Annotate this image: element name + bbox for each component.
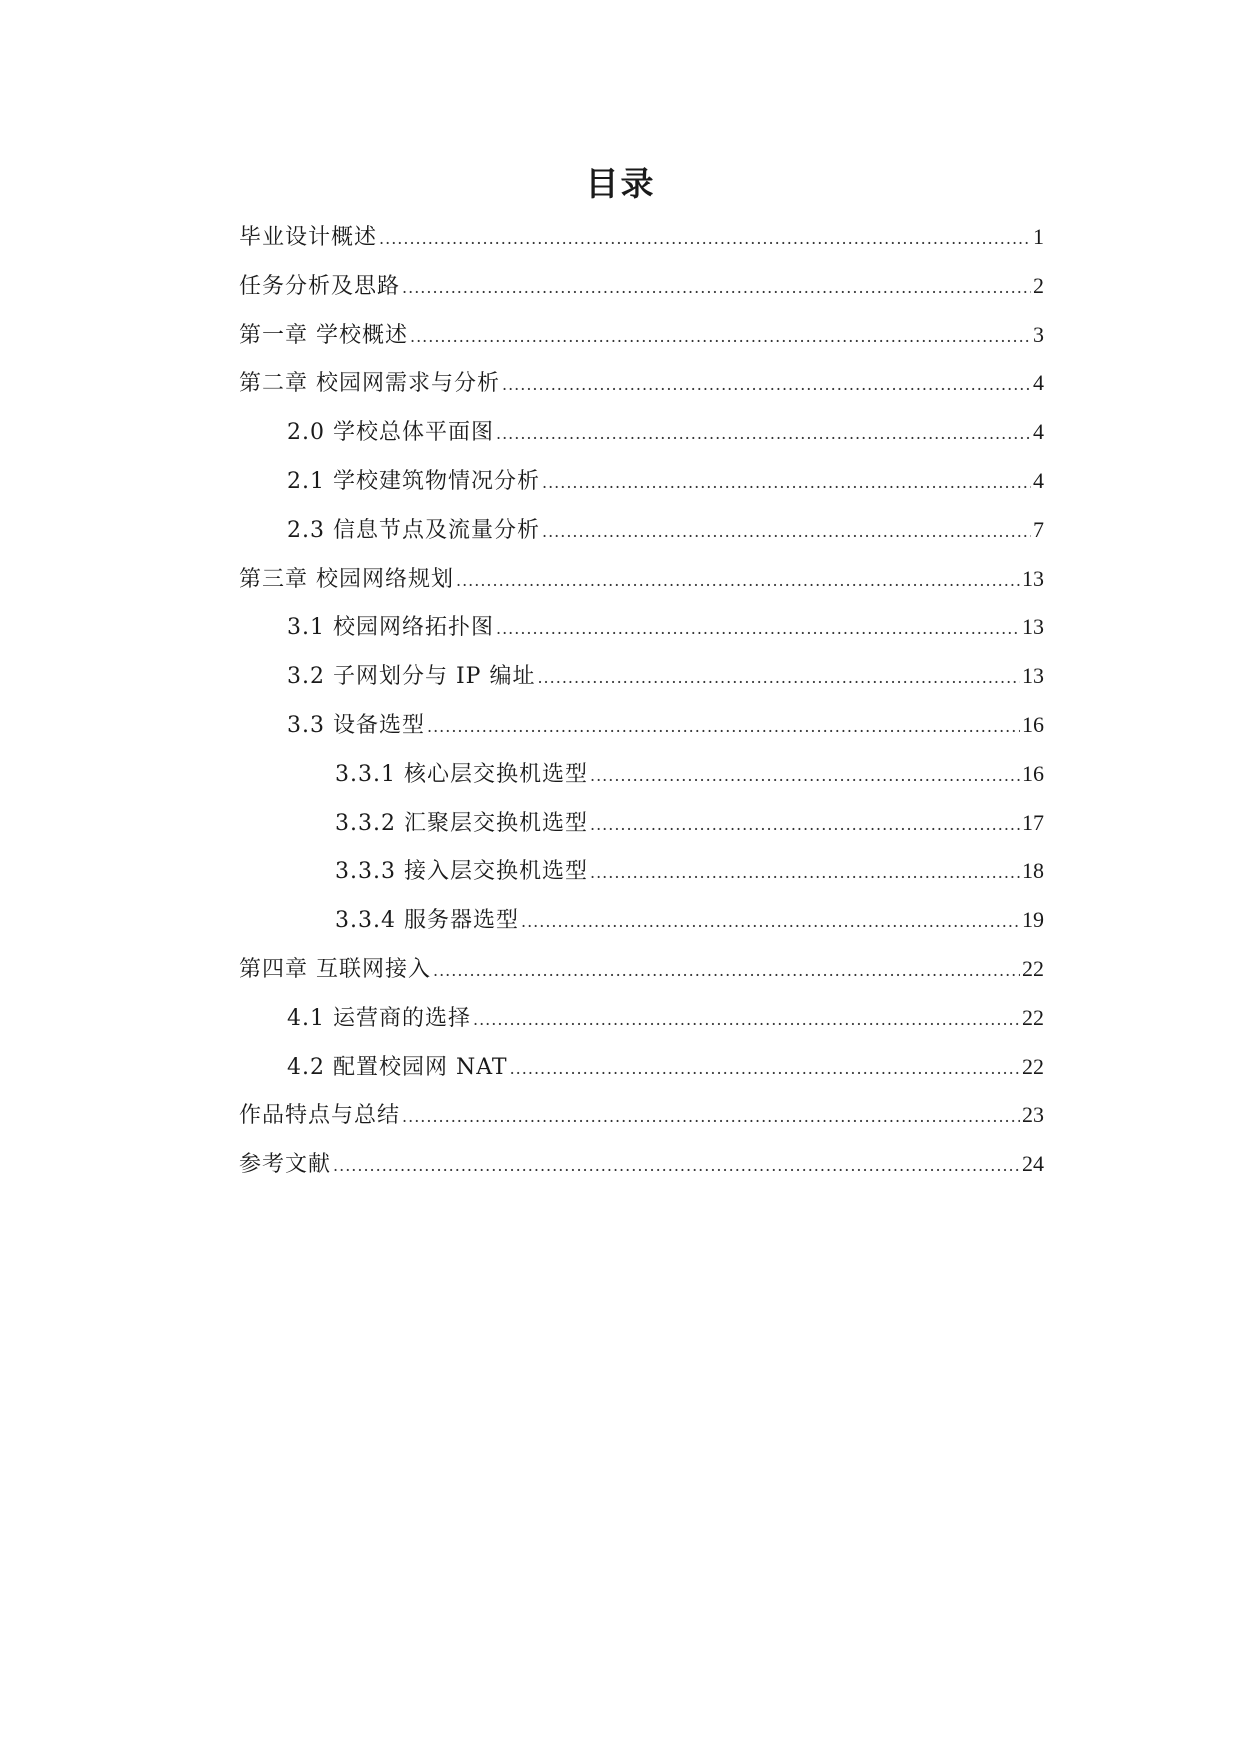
toc-entry-page-number: 23 bbox=[1022, 1102, 1044, 1128]
toc-entry[interactable] bbox=[239, 269, 1044, 318]
toc-entry[interactable] bbox=[239, 318, 1044, 367]
toc-entry[interactable] bbox=[239, 708, 1044, 757]
dot-leader bbox=[542, 522, 1031, 541]
toc-entry-page-number: 4 bbox=[1033, 467, 1044, 493]
toc-entry[interactable] bbox=[239, 854, 1044, 903]
dot-leader bbox=[473, 1010, 1020, 1029]
toc-entry-page-number: 22 bbox=[1022, 1053, 1044, 1079]
dot-leader bbox=[410, 327, 1031, 346]
dot-leader bbox=[402, 1107, 1020, 1126]
dot-leader bbox=[537, 668, 1020, 687]
toc-entry-title: 3.1 校园网络拓扑图 bbox=[287, 615, 494, 641]
toc-entry-title: 第四章 互联网接入 bbox=[239, 956, 431, 982]
toc-entry-page-number: 18 bbox=[1022, 858, 1044, 884]
toc-title: 目录 bbox=[585, 164, 656, 203]
dot-leader bbox=[590, 815, 1020, 834]
toc-entry[interactable] bbox=[239, 903, 1044, 952]
toc-entry-title: 第三章 校园网络规划 bbox=[239, 566, 454, 592]
dot-leader bbox=[333, 1156, 1020, 1175]
toc-entry[interactable] bbox=[239, 415, 1044, 464]
toc-entry[interactable] bbox=[239, 220, 1044, 269]
toc-entry-page-number: 1 bbox=[1033, 224, 1044, 249]
toc-entry-page-number: 3 bbox=[1033, 321, 1044, 347]
toc-entry-title: 任务分析及思路 bbox=[239, 273, 401, 299]
toc-entry-page-number: 16 bbox=[1022, 711, 1044, 737]
dot-leader bbox=[427, 717, 1020, 736]
toc-entry-page-number: 24 bbox=[1022, 1151, 1044, 1177]
toc-entry-page-number: 17 bbox=[1022, 809, 1044, 835]
dot-leader bbox=[502, 375, 1031, 394]
toc-entry-title: 4.2 配置校园网 NAT bbox=[287, 1054, 508, 1080]
dot-leader bbox=[456, 571, 1020, 590]
toc-entry[interactable] bbox=[239, 1098, 1044, 1147]
toc-entry-title: 2.0 学校总体平面图 bbox=[287, 420, 494, 446]
toc-entry-page-number: 7 bbox=[1033, 516, 1044, 542]
toc-entry-title: 3.3.1 核心层交换机选型 bbox=[335, 761, 588, 787]
toc-entry-title: 毕业设计概述 bbox=[239, 225, 378, 250]
dot-leader bbox=[379, 229, 1031, 248]
toc-entry-title: 3.3.2 汇聚层交换机选型 bbox=[335, 810, 588, 836]
toc-entry-title: 参考文献 bbox=[239, 1152, 332, 1178]
toc-entry-title: 4.1 运营商的选择 bbox=[287, 1005, 471, 1031]
toc-entry-page-number: 4 bbox=[1033, 370, 1044, 396]
toc-entry-title: 3.3.4 服务器选型 bbox=[335, 908, 519, 934]
toc-entry-title: 2.1 学校建筑物情况分析 bbox=[287, 468, 540, 494]
toc-entry[interactable] bbox=[239, 513, 1044, 562]
toc-entry-page-number: 13 bbox=[1022, 565, 1044, 591]
toc-entry[interactable] bbox=[239, 1050, 1044, 1099]
toc-entry[interactable] bbox=[239, 806, 1044, 855]
dot-leader bbox=[510, 1059, 1020, 1078]
toc-entry-page-number: 4 bbox=[1033, 419, 1044, 445]
toc-entry-page-number: 22 bbox=[1022, 1004, 1044, 1030]
dot-leader bbox=[496, 424, 1031, 443]
toc-entry[interactable] bbox=[239, 1147, 1044, 1196]
toc-entry-title: 作品特点与总结 bbox=[239, 1103, 401, 1129]
toc-entry-page-number: 13 bbox=[1022, 663, 1044, 689]
toc-entry-title: 第二章 校园网需求与分析 bbox=[239, 371, 500, 397]
dot-leader bbox=[521, 912, 1020, 931]
toc-entry-title: 第一章 学校概述 bbox=[239, 322, 408, 348]
toc-entry[interactable] bbox=[239, 610, 1044, 659]
toc-entry-page-number: 13 bbox=[1022, 614, 1044, 640]
toc-entry-page-number: 22 bbox=[1022, 955, 1044, 981]
toc-entry-page-number: 16 bbox=[1022, 760, 1044, 786]
toc-entry[interactable] bbox=[239, 659, 1044, 708]
toc-entry-page-number: 2 bbox=[1033, 272, 1044, 298]
toc-entry[interactable] bbox=[239, 366, 1044, 415]
toc-entry-title: 3.3 设备选型 bbox=[287, 712, 425, 738]
toc-entry[interactable] bbox=[239, 464, 1044, 513]
toc-list bbox=[239, 220, 1044, 1196]
dot-leader bbox=[496, 619, 1020, 638]
toc-entry-title: 3.3.3 接入层交换机选型 bbox=[335, 859, 588, 885]
toc-entry-page-number: 19 bbox=[1022, 907, 1044, 933]
toc-entry[interactable] bbox=[239, 952, 1044, 1001]
toc-entry[interactable] bbox=[239, 562, 1044, 611]
toc-entry[interactable] bbox=[239, 1001, 1044, 1050]
dot-leader bbox=[590, 766, 1020, 785]
dot-leader bbox=[590, 863, 1020, 882]
toc-entry-title: 2.3 信息节点及流量分析 bbox=[287, 517, 540, 543]
dot-leader bbox=[542, 473, 1031, 492]
toc-entry-title: 3.2 子网划分与 IP 编址 bbox=[287, 664, 536, 690]
dot-leader bbox=[433, 961, 1020, 980]
dot-leader bbox=[402, 278, 1031, 297]
toc-entry[interactable] bbox=[239, 757, 1044, 806]
